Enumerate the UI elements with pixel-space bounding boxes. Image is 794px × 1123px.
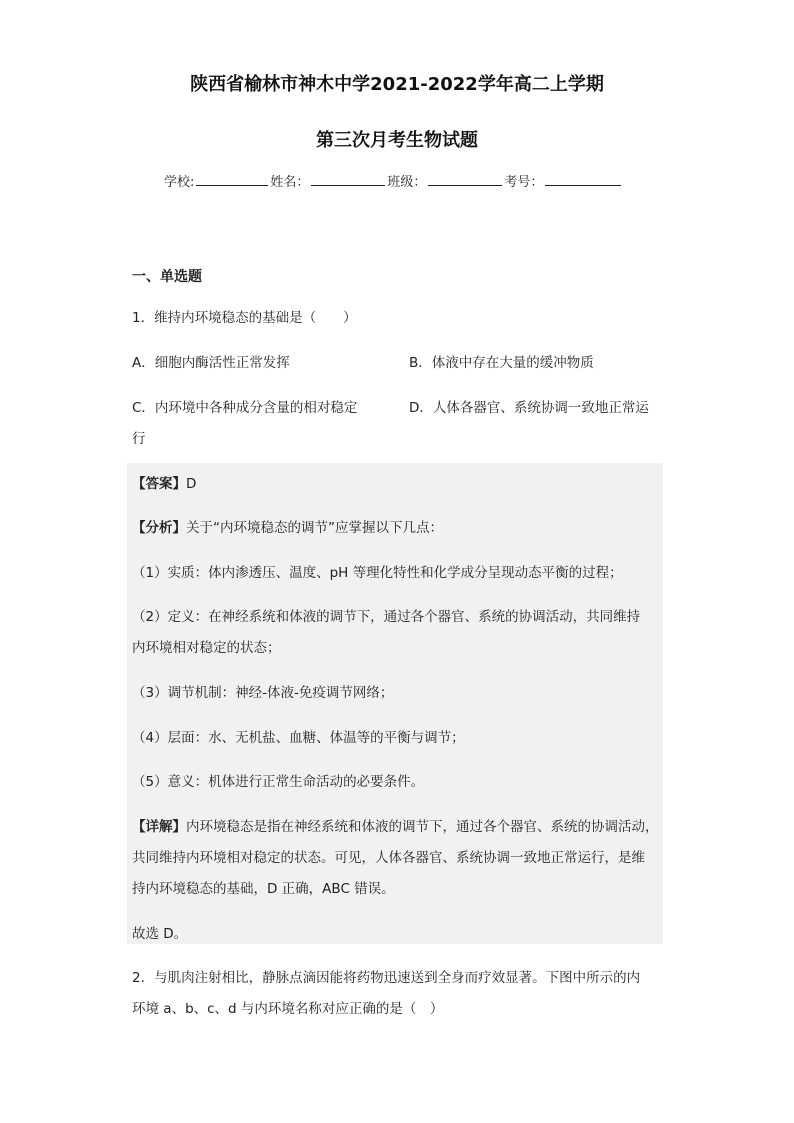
analysis-tag: 【分析】: [132, 520, 186, 536]
detail-line-2: 共同维持内环境相对稳定的状态。可见，人体各器官、系统协调一致地正常运行，是维: [132, 850, 645, 866]
student-info-row: [164, 171, 623, 190]
question-1-stem: 1．维持内环境稳态的基础是（ ）: [132, 310, 357, 326]
name-blank: [311, 171, 385, 186]
number-blank: [545, 171, 621, 186]
analysis-text: 关于“内环境稳态的调节”应掌握以下几点：: [186, 520, 443, 536]
analysis-point-4: （4）层面：水、无机盐、血糖、体温等的平衡与调节；: [132, 730, 465, 746]
detail-tag: 【详解】: [132, 819, 186, 835]
answer-tag: 【答案】: [132, 476, 186, 492]
analysis-point-3: （3）调节机制：神经-体液-免疫调节网络；: [132, 685, 394, 701]
detail-text-1: 内环境稳态是指在神经系统和体液的调节下，通过各个器官、系统的协调活动，: [186, 819, 659, 835]
detail-line-1: [132, 815, 659, 835]
question-1-option-d: D．人体各器官、系统协调一致地正常运: [409, 400, 649, 416]
question-1-option-a: A．细胞内酶活性正常发挥: [132, 355, 290, 371]
number-label: 考号：: [504, 175, 544, 190]
question-1-option-c: C．内环境中各种成分含量的相对稳定: [132, 400, 358, 416]
section-heading: 一、单选题: [132, 269, 202, 285]
detail-line-3: 持内环境稳态的基础，D 正确，ABC 错误。: [132, 881, 395, 897]
analysis-point-1: （1）实质：体内渗透压、温度、pH 等理化特性和化学成分呈现动态平衡的过程；: [132, 565, 623, 581]
answer-line: [132, 472, 196, 492]
school-label: 学校:: [164, 175, 195, 190]
answer-value: D: [186, 476, 197, 492]
class-label: 班级：: [387, 175, 427, 190]
conclusion-line: 故选 D。: [132, 926, 188, 942]
school-blank: [196, 171, 268, 186]
exam-title-line1: 陕西省榆林市神木中学2021-2022学年高二上学期: [190, 74, 604, 95]
exam-title-line2: 第三次月考生物试题: [316, 130, 478, 151]
analysis-point-2-line1: （2）定义：在神经系统和体液的调节下，通过各个器官、系统的协调活动，共同维持: [132, 609, 641, 625]
question-1-option-d-wrap: 行: [132, 431, 146, 447]
analysis-point-5: （5）意义：机体进行正常生命活动的必要条件。: [132, 774, 425, 790]
class-blank: [428, 171, 502, 186]
question-2-stem-line1: 2．与肌肉注射相比，静脉点滴因能将药物迅速送到全身而疗效显著。下图中所示的内: [132, 970, 641, 986]
question-2-stem-line2: 环境 a、b、c、d 与内环境名称对应正确的是（ ）: [132, 1001, 444, 1017]
analysis-point-2-line2: 内环境相对稳定的状态；: [132, 640, 281, 656]
name-label: 姓名：: [270, 175, 310, 190]
question-1-option-b: B．体液中存在大量的缓冲物质: [409, 355, 594, 371]
analysis-line: [132, 516, 443, 536]
